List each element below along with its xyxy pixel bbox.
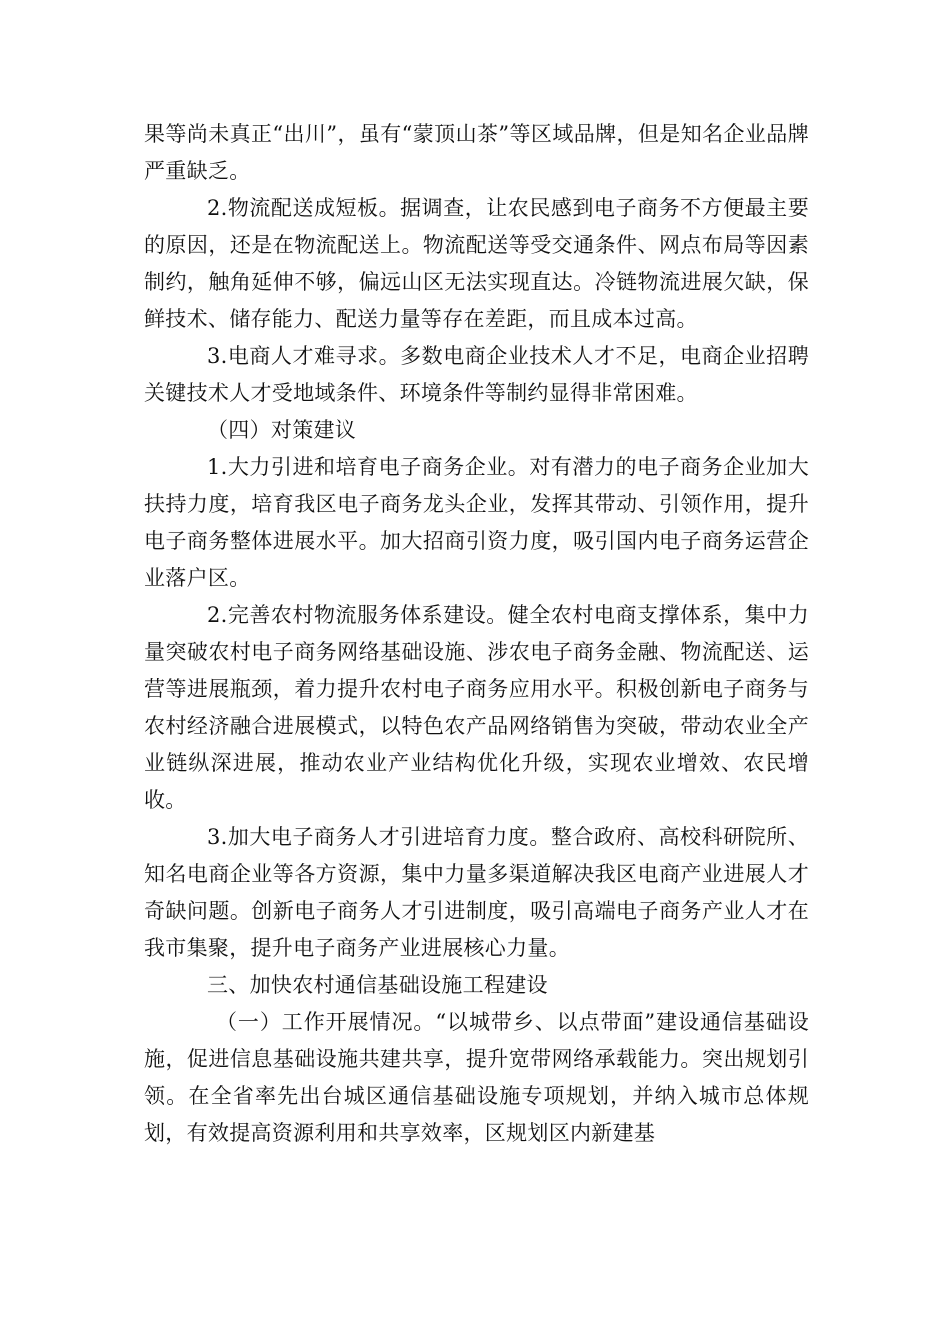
document-body xyxy=(144,116,809,1152)
paragraph-continuation: 果等尚未真正“出川”，虽有“蒙顶山茶”等区域品牌，但是知名企业品牌严重缺乏。 xyxy=(144,122,809,183)
section-heading-rural-telecom: 三、加快农村通信基础设施工程建设 xyxy=(207,973,548,997)
paragraph-talent-shortage: 3.电商人才难寻求。多数电商企业技术人才不足，电商企业招聘关键技术人才受地域条件、环境条件等制约显得非常困难。 xyxy=(144,344,809,405)
paragraph-work-progress: （一）工作开展情况。“以城带乡、以点带面”建设通信基础设施，促进信息基础设施共建共享，提升宽带网络承载能力。突出规划引领。在全省率先出台城区通信基础设施专项规划，并纳入城市总体规划，有效提高资源利用和共享效率，区规划区内新建基 xyxy=(144,1010,809,1145)
paragraph-cultivate-enterprises: 1.大力引进和培育电子商务企业。对有潜力的电子商务企业加大扶持力度，培育我区电子商务龙头企业，发挥其带动、引领作用，提升电子商务整体进展水平。加大招商引资力度，吸引国内电子商务运营企业落户区。 xyxy=(144,455,809,590)
paragraph-rural-logistics: 2.完善农村物流服务体系建设。健全农村电商支撑体系，集中力量突破农村电子商务网络基础设施、涉农电子商务金融、物流配送、运营等进展瓶颈，着力提升农村电子商务应用水平。积极创新电子商务与农村经济融合进展模式，以特色农产品网络销售为突破，带动农业全产业链纵深进展，推动农业产业结构优化升级，实现农业增效、农民增收。 xyxy=(144,603,809,812)
paragraph-logistics-shortfall: 2.物流配送成短板。据调查，让农民感到电子商务不方便最主要的原因，还是在物流配送上。物流配送等受交通条件、网点布局等因素制约，触角延伸不够，偏远山区无法实现直达。冷链物流进展欠缺，保鲜技术、储存能力、配送力量等存在差距，而且成本过高。 xyxy=(144,196,809,331)
section-heading-countermeasures: （四）对策建议 xyxy=(207,418,357,442)
paragraph-talent-introduction: 3.加大电子商务人才引进培育力度。整合政府、高校科研院所、知名电商企业等各方资源，集中力量多渠道解决我区电商产业进展人才奇缺问题。创新电子商务人才引进制度，吸引高端电子商务产业人才在我市集聚，提升电子商务产业进展核心力量。 xyxy=(144,825,809,960)
